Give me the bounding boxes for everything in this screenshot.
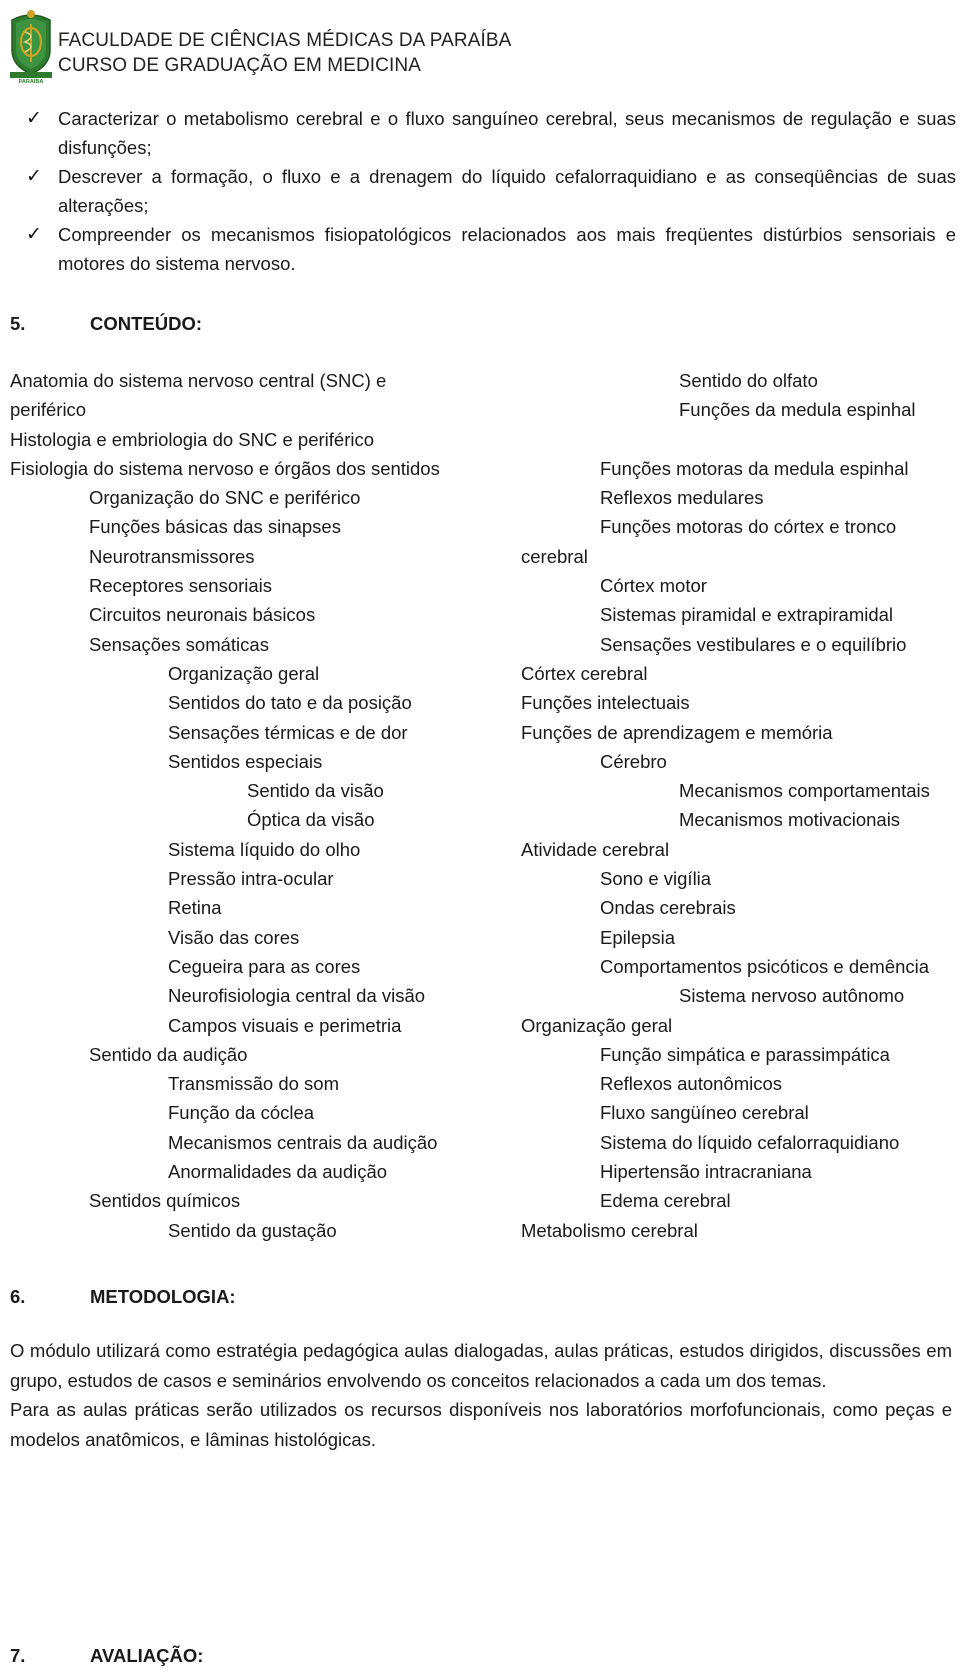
content-item: Fisiologia do sistema nervoso e órgãos dos sentidos <box>10 457 440 479</box>
objective-text: Caracterizar o metabolismo cerebral e o fluxo sanguíneo cerebral, seus mecanismos de regulação e suas disfunções; <box>58 108 956 158</box>
section-number: 5. <box>10 313 26 334</box>
section-title: METODOLOGIA: <box>90 1286 236 1307</box>
content-item: Comportamentos psicóticos e demência <box>600 955 930 977</box>
content-item: Funções motoras do córtex e tronco <box>600 516 897 538</box>
content-item <box>10 366 440 395</box>
content-item: Reflexos autonômicos <box>600 1073 783 1095</box>
section-title: CONTEÚDO: <box>90 313 203 334</box>
content-item: Mecanismos comportamentais <box>679 780 930 802</box>
content-item: Sono e vigília <box>600 868 712 890</box>
content-item: Sentidos especiais <box>168 750 323 772</box>
content-item: Reflexos medulares <box>600 487 764 509</box>
content-item: Receptores sensoriais <box>89 575 273 597</box>
content-item: Organização geral <box>521 1014 673 1036</box>
content-item: Sistema do líquido cefalorraquidiano <box>600 1131 900 1153</box>
content-item: Óptica da visão <box>247 809 375 831</box>
faculty-logo <box>6 6 56 84</box>
content-item: Organização do SNC e periférico <box>89 487 361 509</box>
methodology-paragraph: O módulo utilizará como estratégia pedagógica aulas dialogadas, aulas práticas, estudos dirigidos, discussões em grupo, estudos de casos e seminários envolvendo os conceitos relacionados a cada um dos temas. <box>10 1340 952 1391</box>
content-item: Funções básicas das sinapses <box>89 516 341 538</box>
content-item: Epilepsia <box>600 926 676 948</box>
logo-caption: PARAÍBA <box>18 79 44 84</box>
content-item: Função da cóclea <box>168 1102 315 1124</box>
content-item: Funções intelectuais <box>521 692 690 714</box>
content-item: Córtex cerebral <box>521 662 648 684</box>
content-item: Anormalidades da audição <box>168 1161 388 1183</box>
content-column-left <box>10 366 440 1245</box>
methodology-paragraph: Para as aulas práticas serão utilizados os recursos disponíveis nos laboratórios morfofuncionais, como peças e modelos anatômicos, e lâminas histológicas. <box>10 1399 952 1450</box>
content-item: Sentido da gustação <box>168 1219 337 1241</box>
content-item: cerebral <box>521 545 588 567</box>
content-item: Sistema nervoso autônomo <box>679 985 905 1007</box>
course-name: CURSO DE GRADUAÇÃO EM MEDICINA <box>58 55 421 76</box>
content-item: Edema cerebral <box>600 1190 731 1212</box>
content-item: Sensações vestibulares e o equilíbrio <box>600 633 907 655</box>
section-number: 7. <box>10 1645 26 1666</box>
content-item: Sensações térmicas e de dor <box>168 721 408 743</box>
checkmark-icon: ✓ <box>26 224 42 245</box>
content-item: Sentido da visão <box>247 780 384 802</box>
content-item: Funções motoras da medula espinhal <box>600 457 909 479</box>
content-item: Mecanismos motivacionais <box>679 809 901 831</box>
methodology-text <box>10 1336 952 1454</box>
content-item: Função simpática e parassimpática <box>600 1043 890 1065</box>
content-item: Ondas cerebrais <box>600 897 736 919</box>
content-item: Hipertensão intracraniana <box>600 1161 812 1183</box>
content-item-text: Anatomia do sistema nervoso central (SNC) e <box>10 370 387 391</box>
content-item: Mecanismos centrais da audição <box>168 1131 438 1153</box>
content-item: periférico <box>10 399 87 421</box>
section-heading-methodology <box>10 1286 236 1308</box>
content-item: Retina <box>168 897 222 919</box>
content-item: Cegueira para as cores <box>168 955 361 977</box>
content-item: Sentidos do tato e da posição <box>168 692 412 714</box>
content-item: Sistemas piramidal e extrapiramidal <box>600 604 894 626</box>
content-item: Neurofisiologia central da visão <box>168 985 426 1007</box>
document-header <box>6 6 606 86</box>
checkmark-icon: ✓ <box>26 166 42 187</box>
institution-name: FACULDADE DE CIÊNCIAS MÉDICAS DA PARAÍBA <box>58 30 512 51</box>
objectives-list <box>26 104 956 278</box>
objective-item <box>26 220 956 278</box>
content-item: Fluxo sangüíneo cerebral <box>600 1102 809 1124</box>
content-item: Funções da medula espinhal <box>679 399 916 421</box>
content-item: Sentidos químicos <box>89 1190 241 1212</box>
section-heading-evaluation <box>10 1645 203 1667</box>
checkmark-icon: ✓ <box>26 108 42 129</box>
content-item: Pressão intra-ocular <box>168 868 334 890</box>
content-item: Visão das cores <box>168 926 300 948</box>
content-item: Transmissão do som <box>168 1073 340 1095</box>
objective-item <box>26 104 956 162</box>
content-item: Circuitos neuronais básicos <box>89 604 316 626</box>
content-item: Sentido da audição <box>89 1043 248 1065</box>
content-item: Sentido do olfato <box>679 370 818 391</box>
content-item: Organização geral <box>168 662 320 684</box>
content-item: Histologia e embriologia do SNC e periférico <box>10 428 375 450</box>
content-item: Neurotransmissores <box>89 545 255 567</box>
section-heading-content <box>10 313 202 335</box>
content-item: Sistema líquido do olho <box>168 838 361 860</box>
content-spacer <box>521 425 951 454</box>
objective-text: Descrever a formação, o fluxo e a drenagem do líquido cefalorraquidiano e as conseqüências de suas alterações; <box>58 166 956 216</box>
content-column-right <box>521 366 951 1245</box>
content-item: Córtex motor <box>600 575 707 597</box>
content-item: Cérebro <box>600 750 667 772</box>
content-item: Atividade cerebral <box>521 838 670 860</box>
objective-item <box>26 162 956 220</box>
content-item: Metabolismo cerebral <box>521 1219 698 1241</box>
content-item: Sensações somáticas <box>89 633 269 655</box>
section-number: 6. <box>10 1286 26 1307</box>
content-item: Funções de aprendizagem e memória <box>521 721 833 743</box>
content-item: Campos visuais e perimetria <box>168 1014 402 1036</box>
objective-text: Compreender os mecanismos fisiopatológicos relacionados aos mais freqüentes distúrbios sensoriais e motores do sistema nervoso. <box>58 224 956 274</box>
section-title: AVALIAÇÃO: <box>90 1645 204 1666</box>
